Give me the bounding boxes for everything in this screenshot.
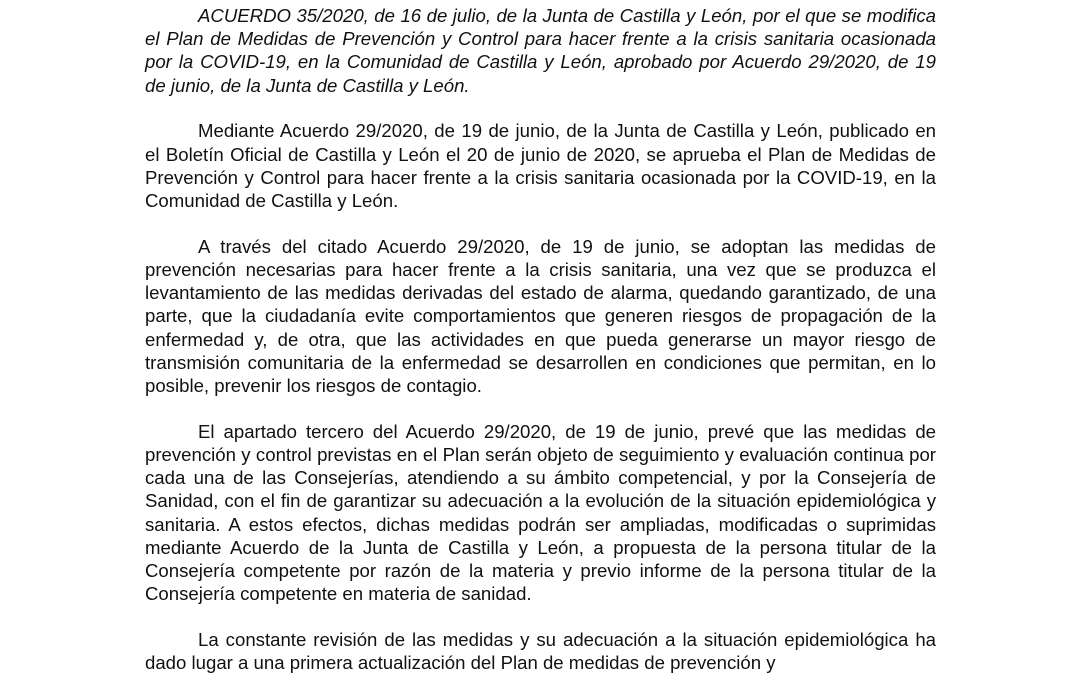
document-body [145, 0, 936, 675]
document-title: ACUERDO 35/2020, de 16 de julio, de la Junta de Castilla y León, por el que se modifica el Plan de Medidas de Prevención y Control para hacer frente a la crisis sanitaria ocasionada por la COVID-19, en la Comunidad de Castilla y León, aprobado por Acuerdo 29/2020, de 19 de junio, de la Junta de Castilla y León. [145, 5, 936, 96]
paragraph-1: Mediante Acuerdo 29/2020, de 19 de junio, de la Junta de Castilla y León, publicado en el Boletín Oficial de Castilla y León el 20 de junio de 2020, se aprueba el Plan de Medidas de Prevención y Control para hacer frente a la crisis sanitaria ocasionada por la COVID-19, en la Comunidad de Castilla y León. [145, 120, 936, 212]
paragraph-2: A través del citado Acuerdo 29/2020, de 19 de junio, se adoptan las medidas de prevención necesarias para hacer frente a la crisis sanitaria, una vez que se produzca el levantamiento de las medidas derivadas del estado de alarma, quedando garantizado, de una parte, que la ciudadanía evite comportamientos que generen riesgos de propagación de la enfermedad y, de otra, que las actividades en que pueda generarse un mayor riesgo de transmisión comunitaria de la enfermedad se desarrollen en condiciones que permitan, en lo posible, prevenir los riesgos de contagio. [145, 235, 936, 397]
paragraph-3: El apartado tercero del Acuerdo 29/2020, de 19 de junio, prevé que las medidas de prevención y control previstas en el Plan serán objeto de seguimiento y evaluación continua por cada una de las Consejerías, atendiendo a su ámbito competencial, y por la Consejería de Sanidad, con el fin de garantizar su adecuación a la evolución de la situación epidemiológica y sanitaria. A estos efectos, dichas medidas podrán ser ampliadas, modificadas o suprimidas mediante Acuerdo de la Junta de Castilla y León, a propuesta de la persona titular de la Consejería competente por razón de la materia y previo informe de la persona titular de la Consejería competente en materia de sanidad. [145, 420, 936, 605]
paragraph-4: La constante revisión de las medidas y su adecuación a la situación epidemiológica ha dado lugar a una primera actualización del Plan de medidas de prevención y [145, 629, 936, 674]
